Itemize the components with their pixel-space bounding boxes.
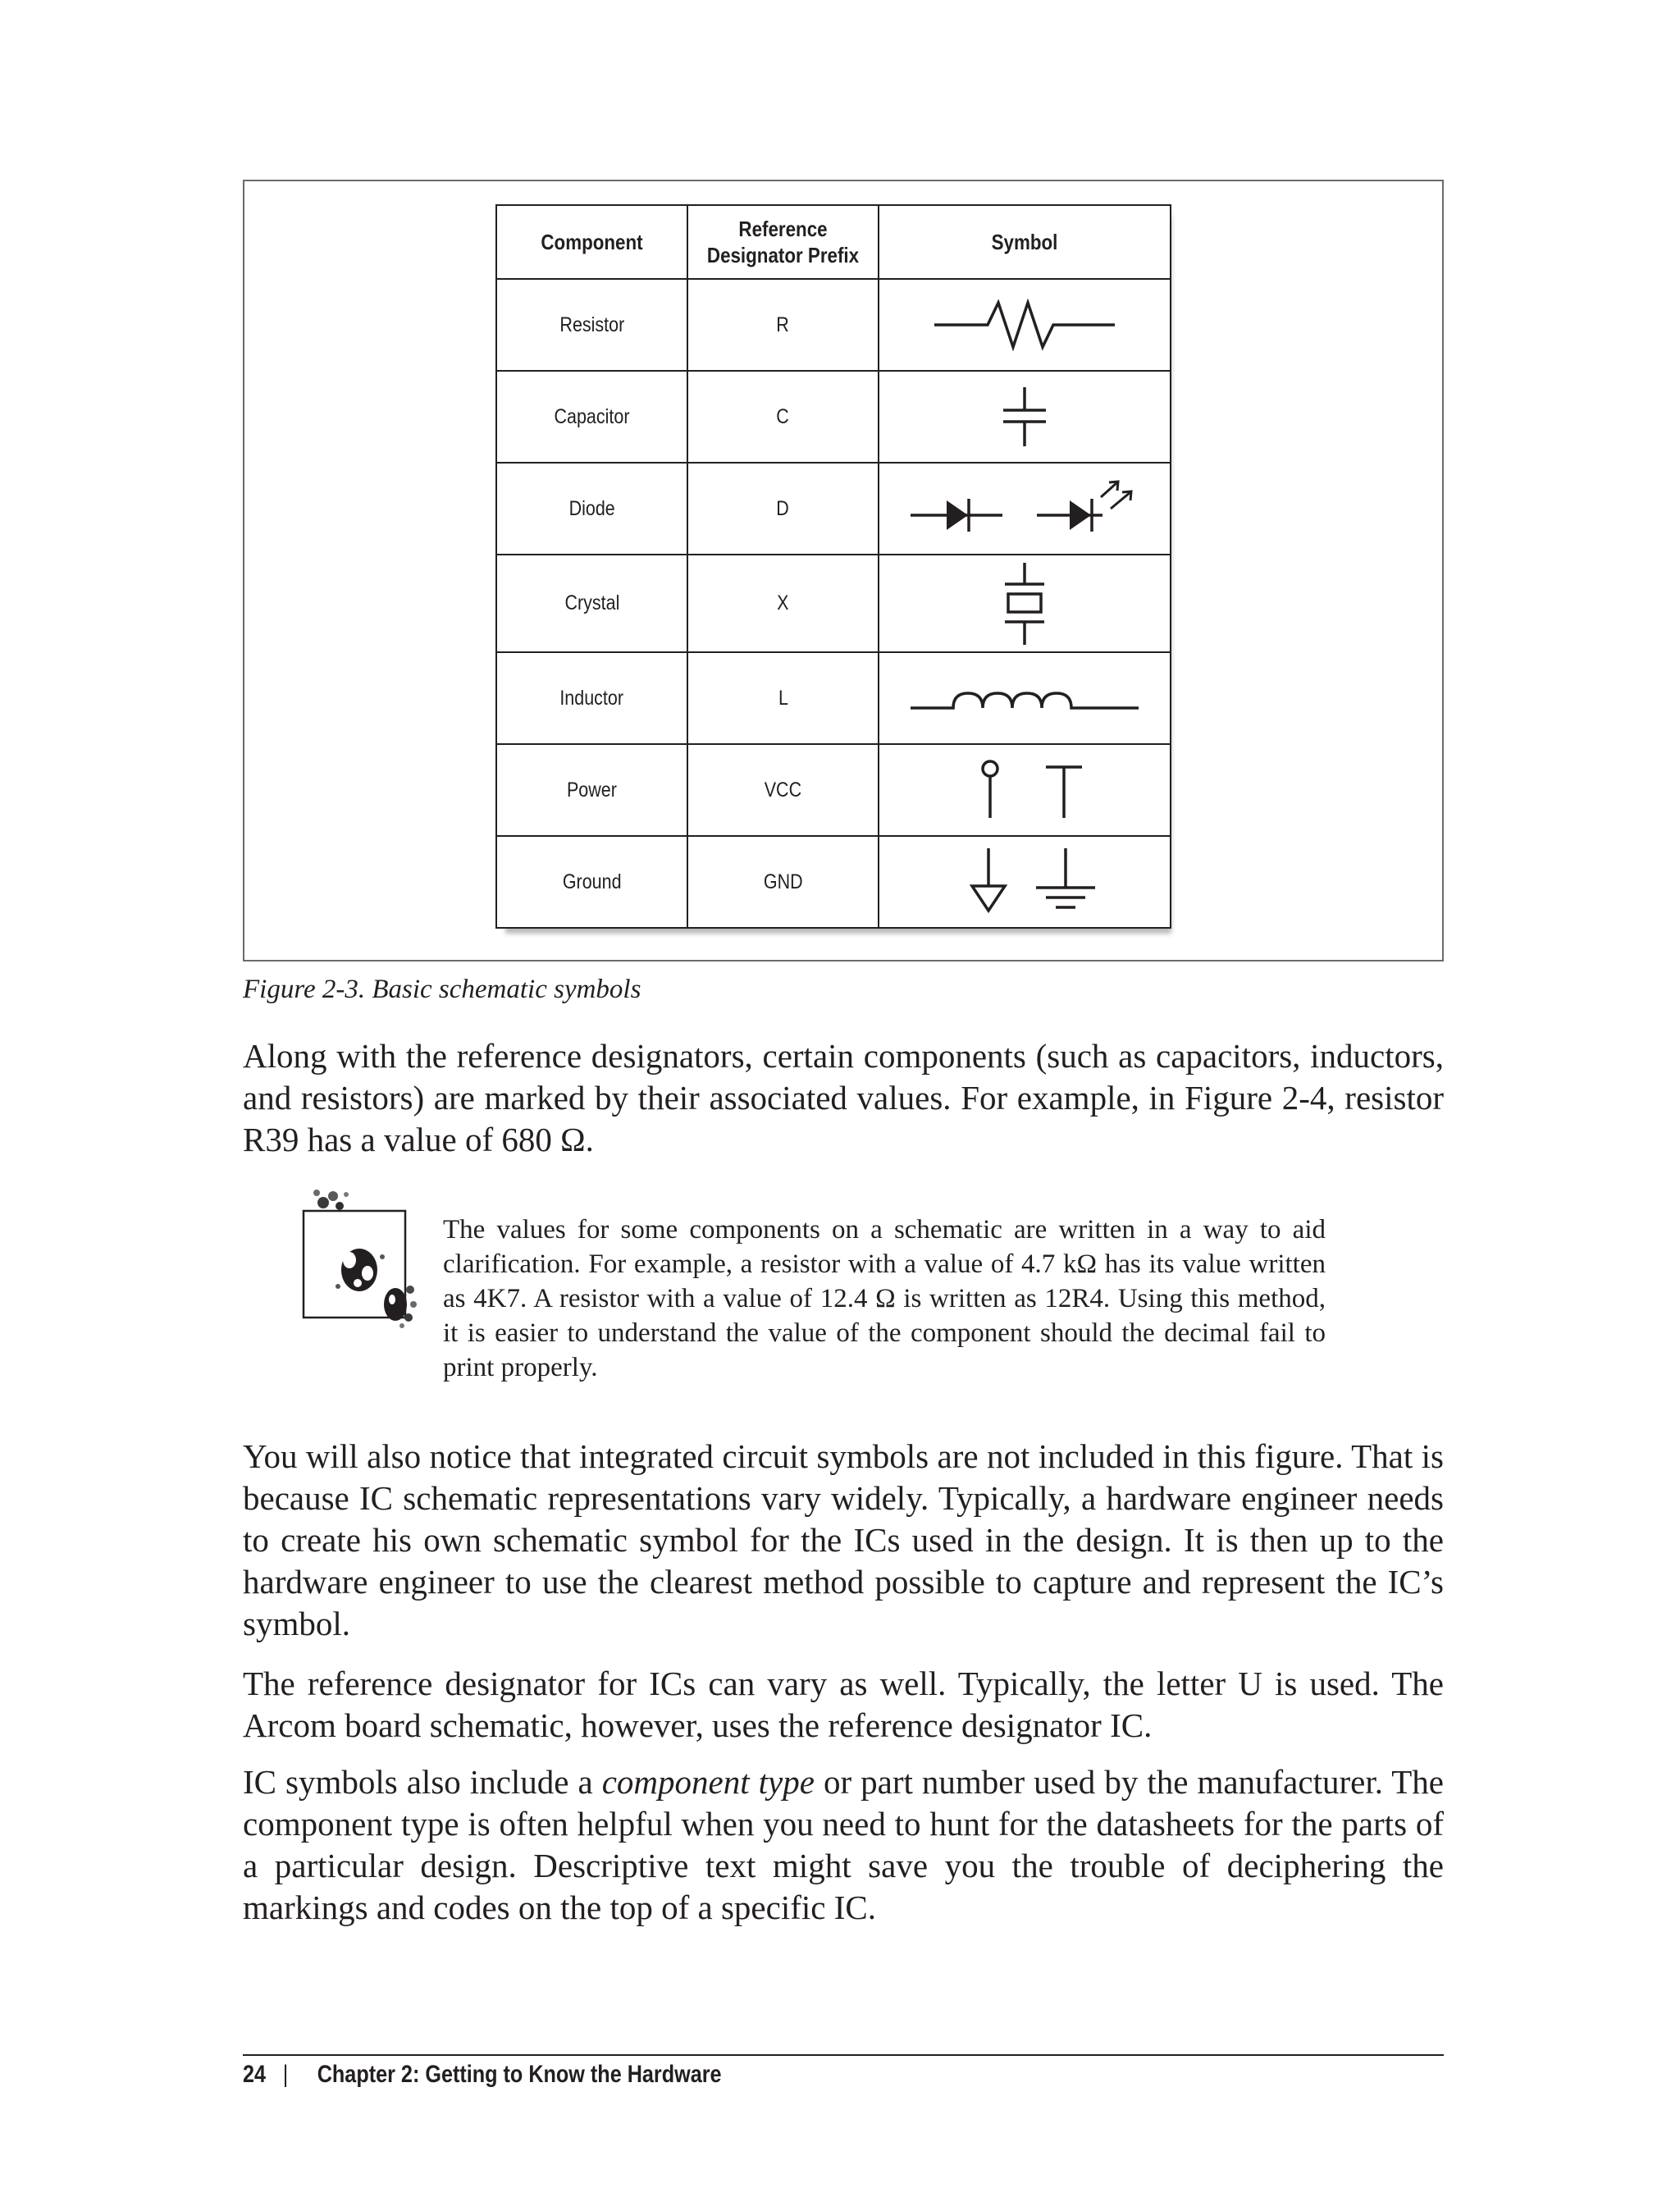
diode-and-led-symbol-icon [906,476,1144,541]
header-component: Component [509,205,673,279]
table-header-row [496,205,1171,279]
emphasis-term: component type [601,1763,815,1801]
table-row-diode [496,463,1171,555]
designator-prefix: GND [763,870,803,893]
paragraph-text: IC symbols also include a [243,1763,602,1801]
designator-prefix: D [776,496,790,520]
table-row-inductor [496,652,1171,744]
designator-prefix: X [777,591,789,614]
table-row-crystal [496,555,1171,652]
footer-separator: | [282,2061,289,2088]
crystal-symbol-icon [984,561,1066,646]
chapter-title: Chapter 2: Getting to Know the Hardware [317,2061,722,2088]
header-reference-line2: Designator Prefix [706,243,860,267]
capacitor-symbol-icon [984,384,1066,450]
header-reference-prefix [701,205,865,279]
component-name: Diode [568,496,615,520]
header-symbol: Symbol [899,205,1150,279]
designator-prefix: VCC [764,778,802,802]
component-name: Ground [562,870,622,893]
body-paragraph: The reference designator for ICs can vary as well. Typically, the letter U is used. The Arcom board schematic, however, uses the reference designator IC. [243,1665,1444,1744]
footer-rule [243,2054,1444,2056]
body-paragraph: You will also notice that integrated circuit symbols are not included in this figure. That is because IC schematic representations vary widely. Typically, a hardware engineer needs to create his own schematic symbol for the ICs used in the design. It is then up to the hardware engineer to use the clearest method possible to capture and represent the IC’s symbol. [243,1437,1444,1642]
schematic-symbols-table [495,204,1171,929]
component-name: Crystal [564,591,619,614]
table-row-capacitor [496,371,1171,463]
tip-animal-icon [297,1181,420,1329]
page-number: 24 [243,2061,267,2088]
component-name: Capacitor [554,404,630,428]
body-paragraph: Along with the reference designators, certain components (such as capacitors, inductors, and resistors) are marked by their associated values. For example, in Figure 2-4, resistor R39 has a value of 680 Ω. [243,1037,1444,1158]
designator-prefix: C [776,404,790,428]
component-name: Resistor [559,313,624,336]
figure-caption: Figure 2-3. Basic schematic symbols [243,975,641,1004]
paragraph-text: or part number used by the manufacturer. The component type is often helpful when you need to hunt for the datasheets for the parts of a particular design. Descriptive text might save you the trouble of deciphering the markings and codes on the top of a specific IC. [243,1763,1444,1926]
table-row-power [496,744,1171,836]
ground-symbol-icon [943,845,1107,919]
component-name: Power [567,778,617,802]
header-reference-line1: Reference [738,217,828,241]
power-symbol-icon [943,757,1107,823]
tip-note-text: The values for some components on a schematic are written in a way to aid clarification. For example, a resistor with a value of 4.7 kΩ has its value written as 4K7. A resistor with a value of 12.4 Ω is written as 12R4. Using this method, it is easier to understand the value of the component should the decimal fail to print properly. [443,1215,1326,1382]
page-footer [243,2061,722,2089]
body-paragraph [243,1761,1444,1929]
resistor-symbol-icon [930,296,1119,354]
component-name: Inductor [559,686,624,710]
table-row-resistor [496,279,1171,371]
designator-prefix: R [776,313,790,336]
table-row-ground [496,836,1171,928]
designator-prefix: L [778,686,788,710]
inductor-symbol-icon [906,674,1144,723]
